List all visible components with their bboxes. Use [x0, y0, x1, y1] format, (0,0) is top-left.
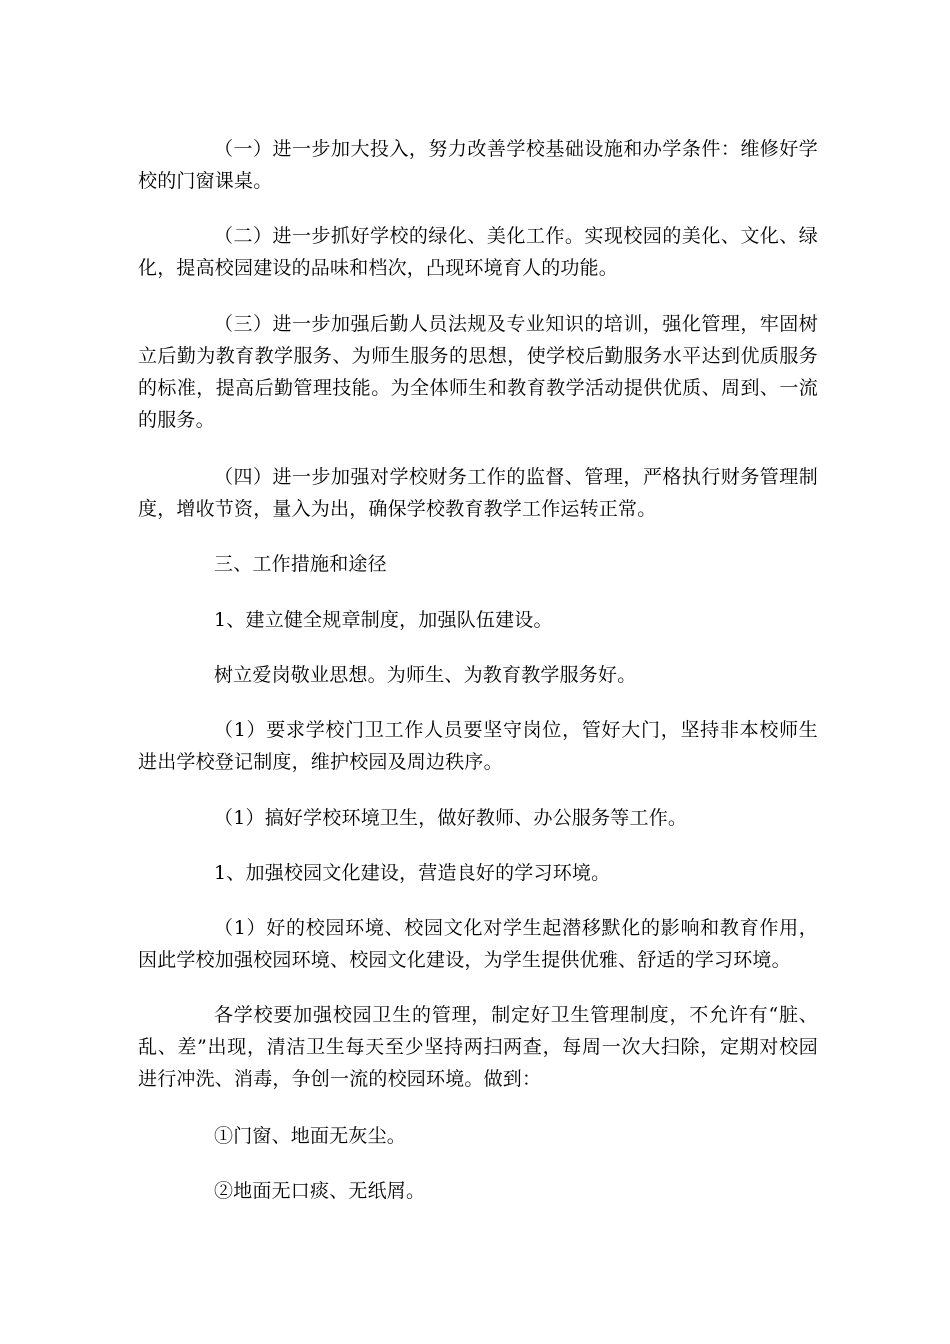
paragraph-10: （1）好的校园环境、校园文化对学生起潜移默化的影响和教育作用，因此学校加强校园环境、校园文化建设，为学生提供优雅、舒适的学习环境。 [138, 917, 818, 971]
paragraph-1: （一）进一步加大投入，努力改善学校基础设施和办学条件：维修好学校的门窗课桌。 [138, 138, 818, 192]
paragraph-7: （1）要求学校门卫工作人员要坚守岗位，管好大门，坚持非本校师生进出学校登记制度，维护校园及周边秩序。 [138, 719, 818, 773]
paragraph-5: 1、建立健全规章制度，加强队伍建设。 [214, 609, 553, 631]
paragraph-8: （1）搞好学校环境卫生，做好教师、办公服务等工作。 [214, 807, 688, 829]
paragraph-4: （四）进一步加强对学校财务工作的监督、管理，严格执行财务管理制度，增收节资，量入为出，确保学校教育教学工作运转正常。 [138, 466, 818, 520]
list-item-2: ②地面无口痰、无纸屑。 [214, 1180, 426, 1202]
list-item-1: ①门窗、地面无灰尘。 [214, 1125, 407, 1147]
paragraph-6: 树立爱岗敬业思想。为师生、为教育教学服务好。 [214, 664, 637, 686]
paragraph-2: （二）进一步抓好学校的绿化、美化工作。实现校园的美化、文化、绿化，提高校园建设的品味和档次，凸现环境育人的功能。 [138, 225, 818, 279]
paragraph-11: 各学校要加强校园卫生的管理，制定好卫生管理制度，不允许有“脏、乱、差”出现，清洁卫生每天至少坚持两扫两查，每周一次大扫除，定期对校园进行冲洗、消毒，争创一流的校园环境。做到： [138, 1004, 818, 1090]
paragraph-3: （三）进一步加强后勤人员法规及专业知识的培训，强化管理，牢固树立后勤为教育教学服务、为师生服务的思想，使学校后勤服务水平达到优质服务的标准，提高后勤管理技能。为全体师生和教育教学活动提供优质、周到、一流的服务。 [138, 313, 818, 431]
section-heading: 三、工作措施和途径 [214, 553, 387, 575]
paragraph-9: 1、加强校园文化建设，营造良好的学习环境。 [214, 862, 611, 884]
